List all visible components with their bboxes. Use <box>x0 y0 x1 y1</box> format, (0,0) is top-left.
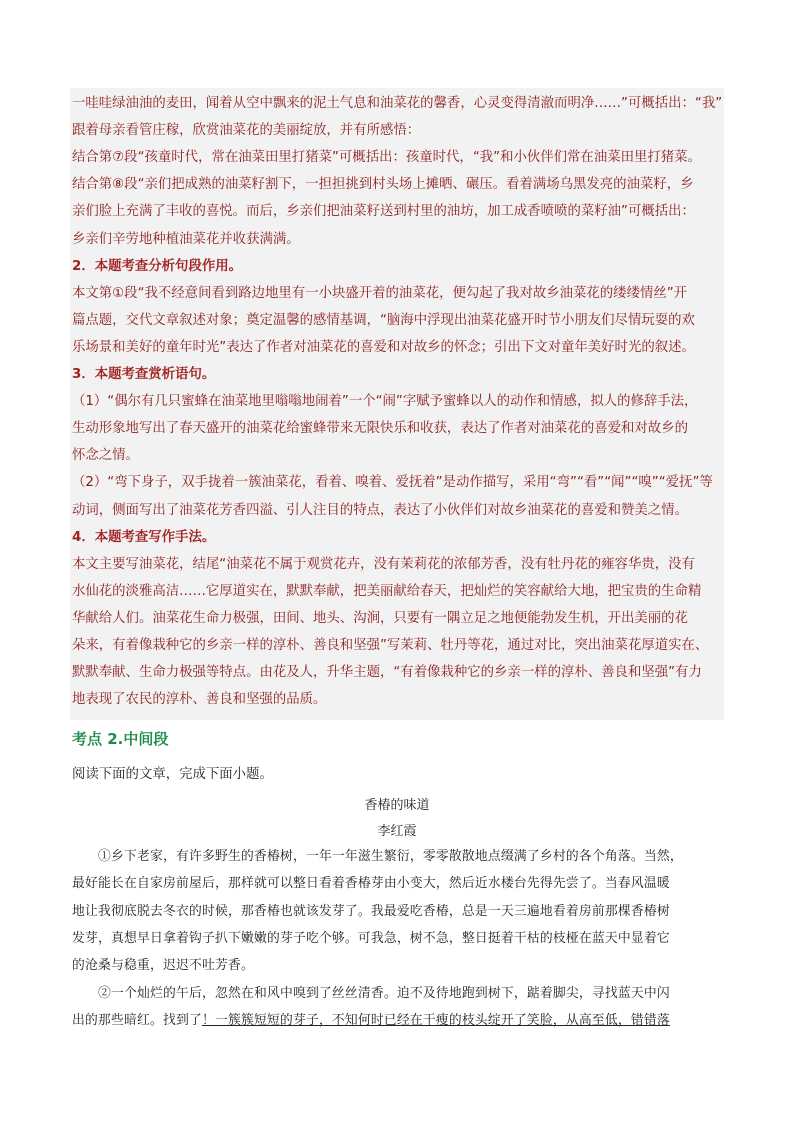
essay-line-underlined: ！一簇簇短短的芽子，不知何时已经在干瘦的枝头绽开了笑脸，从高至低，错错落 <box>201 1013 670 1028</box>
essay-line: 发芽，真想早日拿着钩子扒下嫩嫩的芽子吃个够。可我急，树不急，整日挺着干枯的枝桠在蓝天中显着它 <box>72 930 670 946</box>
analysis-question-heading: 4．本题考查写作手法。 <box>72 529 216 545</box>
analysis-line: 朵来，有着像栽种它的乡亲一样的淳朴、善良和坚强”写茉莉、牡丹等花，通过对比，突出油菜花厚道实在、 <box>72 638 709 653</box>
analysis-line: 乡亲们辛劳地种植油菜花并收获满满。 <box>72 231 300 247</box>
analysis-line: 动词，侧面写出了油菜花芳香四溢、引人注目的特点，表达了小伙伴们对故乡油菜花的喜爱和赞美之情。 <box>72 502 688 518</box>
analysis-question-heading: 3．本题考查赏析语句。 <box>72 367 216 382</box>
analysis-line: 怀念之情。 <box>72 448 139 464</box>
section-title: 考点 2.中间段 <box>72 730 169 748</box>
essay-line <box>72 1011 726 1031</box>
analysis-line: 本文第①段“我不经意间看到路边地里有一小块盛开着的油菜花，便勾起了我对故乡油菜花的缕缕情丝”开 <box>72 285 688 301</box>
analysis-line: 默默奉献、生命力极强等特点。由花及人，升华主题，“有着像栽种它的乡亲一样的淳朴、善良和坚强”有力 <box>72 665 702 681</box>
analysis-line: 地表现了农民的淳朴、善良和坚强的品质。 <box>72 692 327 708</box>
analysis-line: （2）“弯下身子，双手拢着一簇油菜花，看着、嗅着、爱抚着”是动作描写，采用“弯”“看”“闻”“嗅”“爱抚”等 <box>72 475 713 491</box>
analysis-line: 华献给人们。油菜花生命力极强，田间、地头、沟涧，只要有一隅立足之地便能勃发生机，开出美丽的花 <box>72 610 688 626</box>
essay-author: 李红霞 <box>377 824 417 839</box>
analysis-line: 跟着母亲看管庄稼，欣赏油菜花的美丽绽放，并有所感悟： <box>72 123 421 139</box>
essay-line: ①乡下老家，有许多野生的香椿树，一年一年滋生繁衍，零零散散地点缀满了乡村的各个角落。当然， <box>72 849 683 864</box>
analysis-line: 生动形象地写出了春天盛开的油菜花给蜜蜂带来无限快乐和收获，表达了作者对油菜花的喜爱和对故乡的 <box>72 421 688 437</box>
analysis-line: 结合第⑦段“孩童时代，常在油菜田里打猪菜”可概括出：孩童时代，“我”和小伙伴们常在油菜田里打猪菜。 <box>72 150 701 166</box>
essay-line-plain: 出的那些暗红。找到了 <box>72 1013 202 1028</box>
analysis-line: 水仙花的淡雅高洁……它厚道实在，默默奉献，把美丽献给春天，把灿烂的笑容献给大地，把宝贵的生命精 <box>72 583 702 599</box>
analysis-line: 乐场景和美好的童年时光”表达了作者对油菜花的喜爱和对故乡的怀念；引出下文对童年美好时光的叙述。 <box>72 339 695 355</box>
analysis-line: 结合第⑧段“亲们把成熟的油菜籽割下，一担担挑到村头场上摊晒、碾压。看着满场乌黑发亮的油菜籽，乡 <box>72 177 694 193</box>
reading-instruction: 阅读下面的文章，完成下面小题。 <box>72 767 273 782</box>
essay-line: ②一个灿烂的午后，忽然在和风中嗅到了丝丝清香。迫不及待地跑到树下，踮着脚尖，寻找蓝天中闪 <box>72 985 670 1001</box>
essay-line: 地让我彻底脱去冬衣的时候，那香椿也就该发芽了。我最爱吃香椿，总是一天三遍地看着房前那棵香椿树 <box>72 903 670 919</box>
essay-line: 的沧桑与稳重，迟迟不吐芳香。 <box>72 958 254 974</box>
analysis-question-heading: 2．本题考查分析句段作用。 <box>72 258 243 274</box>
analysis-line: 本文主要写油菜花，结尾“油菜花不属于观赏花卉，没有茉莉花的浓郁芳香，没有牡丹花的雍容华贵，没有 <box>72 556 695 572</box>
essay-title: 香椿的味道 <box>364 798 430 813</box>
analysis-line: 一哇哇绿油油的麦田，闻着从空中飘来的泥土气息和油菜花的馨香，心灵变得清澈而明净……”可概括出：“我” <box>72 96 723 111</box>
analysis-line: 篇点题，交代文章叙述对象；奠定温馨的感情基调，“脑海中浮现出油菜花盛开时节小朋友们尽情玩耍的欢 <box>72 312 695 328</box>
essay-line: 最好能长在自家房前屋后，那样就可以整日看着香椿芽由小变大，然后近水楼台先得先尝了。当春风温暖 <box>72 876 670 892</box>
analysis-line: 亲们脸上充满了丰收的喜悦。而后，乡亲们把油菜籽送到村里的油坊，加工成香喷喷的菜籽油”可概括出： <box>72 204 695 220</box>
analysis-line: （1）“偶尔有几只蜜蜂在油菜地里嗡嗡地闹着”一个“闹”字赋予蜜蜂以人的动作和情感，拟人的修辞手法， <box>72 394 698 410</box>
